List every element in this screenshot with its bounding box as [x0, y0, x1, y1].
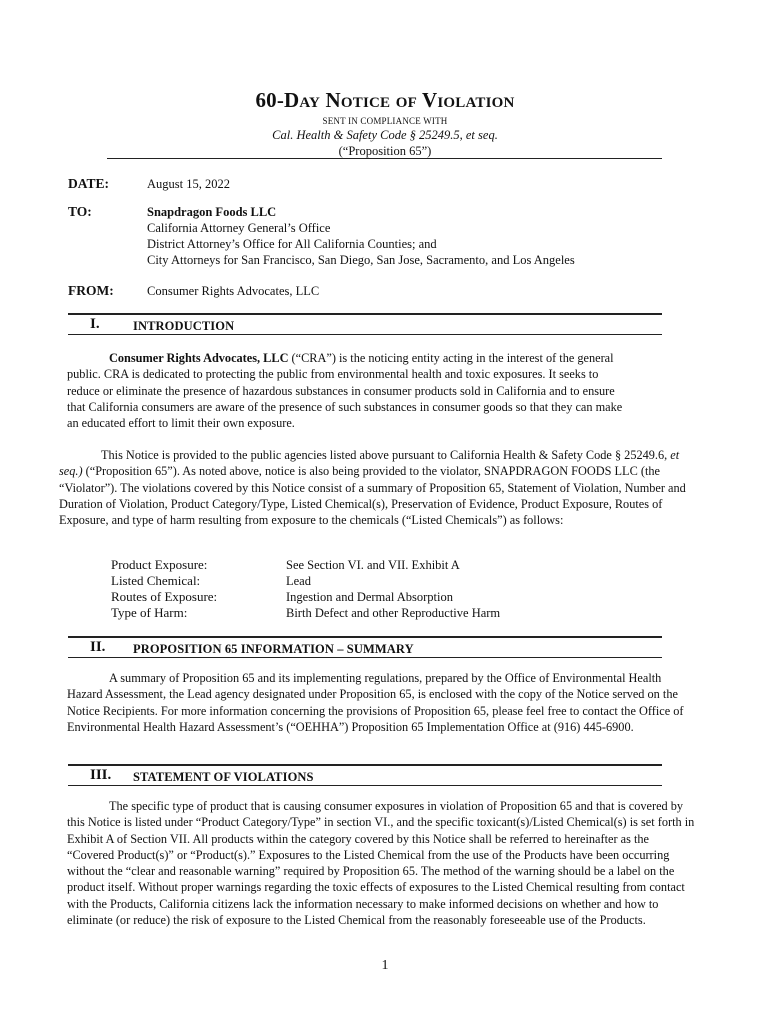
notice-paragraph — [59, 447, 691, 528]
summary-paragraph — [67, 670, 697, 735]
section-divider — [68, 313, 662, 315]
recipient-violator: Snapdragon Foods LLC — [147, 205, 277, 219]
exposure-label: Listed Chemical: — [111, 573, 201, 588]
date-value: August 15, 2022 — [147, 177, 230, 191]
section-number: I. — [90, 316, 100, 332]
section-divider — [68, 785, 662, 786]
section-title: STATEMENT OF VIOLATIONS — [133, 770, 314, 784]
summary-text: A summary of Proposition 65 and its implementing regulations, prepared by the Office of Environmental Health Hazard Assessment, the Lead agency designated under Proposition 65, is enclosed with the copy of the Notice served on the Notice Recipients. For more information concerning the provisions of Proposition 65, please feel free to contact the Office of Environmental Health Hazard Assessment’s (“OEHHA”) Proposition 65 Implementation Office at (916) 445-6900. — [67, 671, 684, 734]
exposure-value: Ingestion and Dermal Absorption — [286, 590, 453, 604]
section-title: PROPOSITION 65 INFORMATION – SUMMARY — [133, 642, 414, 656]
recipient-item: City Attorneys for San Francisco, San Diego, San Jose, Sacramento, and Los Angeles — [147, 253, 575, 267]
exposure-label: Routes of Exposure: — [111, 589, 218, 604]
intro-paragraph — [67, 350, 633, 431]
notice-text: This Notice is provided to the public agencies listed above pursuant to California Health & Safety Code § 25249.6, — [101, 448, 671, 462]
section-divider — [68, 636, 662, 638]
document-title: 60-Day Notice of Violation — [255, 88, 515, 112]
exposure-value: Lead — [286, 574, 311, 588]
exposure-value: Birth Defect and other Reproductive Harm — [286, 606, 501, 620]
section-divider — [68, 657, 662, 658]
recipient-item: District Attorney’s Office for All California Counties; and — [147, 237, 437, 251]
section-divider — [68, 334, 662, 335]
notice-italic: et seq.) — [59, 448, 680, 479]
entity-name: Consumer Rights Advocates, LLC — [109, 351, 289, 365]
exposure-label: Product Exposure: — [111, 557, 208, 572]
document-subtitle: SENT IN COMPLIANCE WITH — [322, 116, 448, 126]
from-value: Consumer Rights Advocates, LLC — [147, 284, 320, 298]
statute-citation: Cal. Health & Safety Code § 25249.5, et seq. — [272, 128, 498, 142]
date-label: DATE: — [68, 176, 110, 191]
violations-paragraph — [67, 798, 697, 928]
exposure-value: See Section VI. and VII. Exhibit A — [286, 558, 460, 572]
to-label: TO: — [68, 204, 92, 219]
recipient-list — [147, 204, 575, 268]
notice-text: (“Proposition 65”). As noted above, notice is also being provided to the violator, SNAPDRAGON FOODS LLC (the “Violator”). The violations covered by this Notice consist of a summary of Proposition 65, Statement of Violation, Number and Duration of Violation, Product Category/Type, Listed Chemical(s), Preservation of Evidence, Product Exposure, Routes of Exposure, and type of harm resulting from exposure to the chemicals (“Listed Chemicals”) as follows: — [59, 464, 686, 528]
section-number: III. — [90, 767, 112, 783]
header-divider — [107, 158, 662, 159]
from-label: FROM: — [68, 283, 114, 298]
exposure-label: Type of Harm: — [111, 605, 188, 620]
page-number: 1 — [381, 958, 389, 973]
section-title: INTRODUCTION — [133, 319, 235, 333]
section-divider — [68, 764, 662, 766]
proposition-label: (“Proposition 65”) — [338, 144, 432, 158]
intro-paragraph-text: (“CRA”) is the noticing entity acting in the interest of the general public. CRA is dedicated to protecting the public from environmental health and toxic exposures. It seeks to reduce or eliminate the presence of hazardous substances in consumer products sold in California and to ensure that California consumers are aware of the presence of such substances in consumer goods so that they can make an educated effort to limit their own exposure. — [67, 351, 623, 431]
violations-text: The specific type of product that is causing consumer exposures in violation of Proposition 65 and that is covered by this Notice is listed under “Product Category/Type” in section VI., and the specific toxicant(s)/Listed Chemical(s) is set forth in Exhibit A of Section VII. All products within the category covered by this Notice shall be referred to hereinafter as the “Covered Product(s)” or “Product(s).” Exposures to the Listed Chemical from the use of the Products have been occurring without the “clear and reasonable warning” required by Proposition 65. The method of the warning should be a label on the product itself. Without proper warnings regarding the toxic effects of exposures to the Listed Chemical resulting from contact with the Products, California citizens lack the information necessary to make informed decisions on whether and how to eliminate (or reduce) the risk of exposure to the Listed Chemical from the reasonably foreseeable use of the Products. — [67, 799, 695, 928]
recipient-item: California Attorney General’s Office — [147, 221, 331, 235]
section-number: II. — [90, 639, 106, 655]
